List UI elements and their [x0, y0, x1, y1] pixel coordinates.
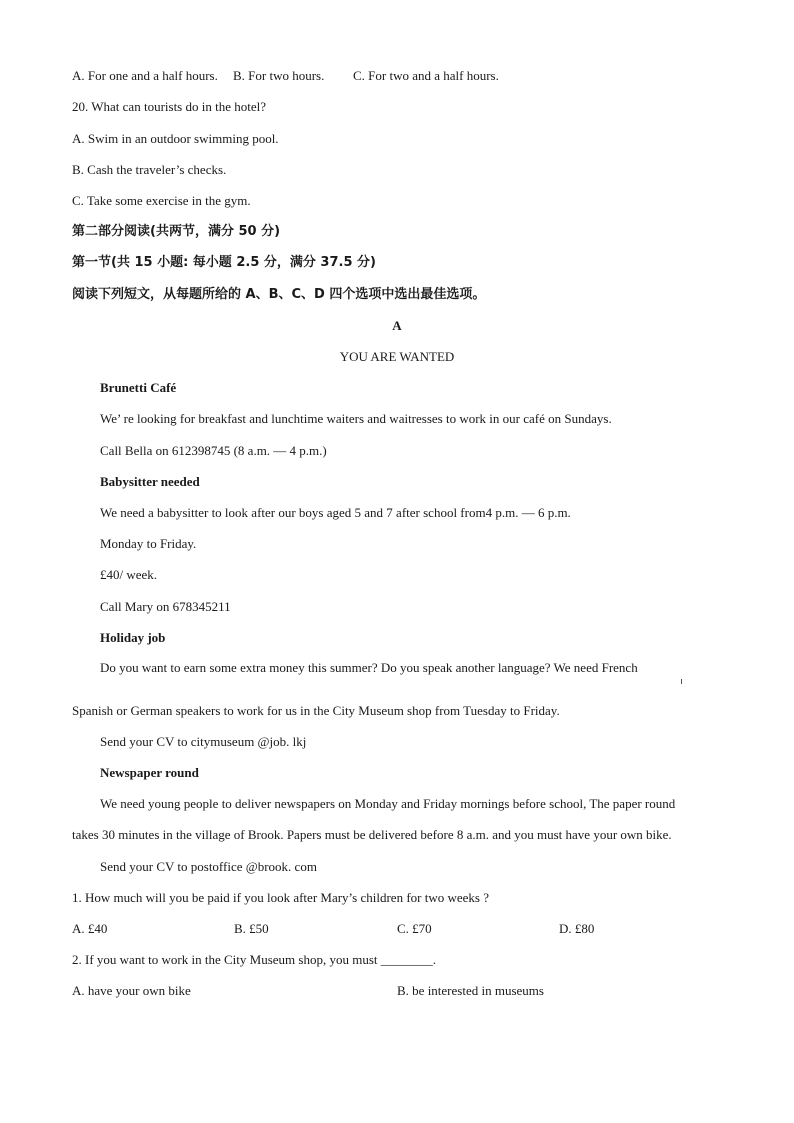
question-2: 2. If you want to work in the City Museum shop, you must ________. [72, 952, 436, 967]
ad-text: Spanish or German speakers to work for us in the City Museum shop from Tuesday to Friday. [72, 703, 560, 718]
q2-option-b: B. be interested in museums [397, 983, 544, 998]
passage-title: YOU ARE WANTED [339, 349, 455, 364]
q1-option-b: B. £50 [234, 921, 269, 936]
ad-text: Send your CV to citymuseum @job. lkj [100, 734, 307, 749]
ad-heading-holiday: Holiday job [100, 630, 166, 645]
ad-text: Call Bella on 612398745 (8 a.m. — 4 p.m.) [100, 443, 327, 458]
passage-letter: A [392, 318, 402, 333]
ad-text: We’ re looking for breakfast and lunchtime waiters and waitresses to work in our café on Sundays. [100, 411, 612, 426]
ad-text: Call Mary on 678345211 [100, 599, 231, 614]
section-sub1-heading: 第一节(共 15 小题: 每小题 2.5 分，满分 37.5 分) [72, 255, 376, 270]
section-part2-heading: 第二部分阅读(共两节，满分 50 分) [72, 224, 281, 239]
ad-text: Do you want to earn some extra money this summer? Do you speak another language? We need French [100, 660, 638, 675]
ad-text: takes 30 minutes in the village of Brook. Papers must be delivered before 8 a.m. and you must have your own bike. [72, 827, 672, 842]
option-c-top: C. For two and a half hours. [353, 68, 499, 83]
q20-option-b: B. Cash the traveler’s checks. [72, 162, 227, 177]
ad-text: £40/ week. [100, 567, 158, 582]
section-instruction: 阅读下列短文，从每题所给的 A、B、C、D 四个选项中选出最佳选项。 [72, 287, 486, 302]
option-a-top: A. For one and a half hours. [72, 68, 218, 83]
question-20: 20. What can tourists do in the hotel? [72, 99, 266, 114]
question-1: 1. How much will you be paid if you look after Mary’s children for two weeks ? [72, 890, 489, 905]
ad-text: We need young people to deliver newspapers on Monday and Friday mornings before school, The paper round [100, 796, 676, 811]
q1-option-c: C. £70 [397, 921, 432, 936]
q1-option-d: D. £80 [559, 921, 595, 936]
ad-heading-babysitter: Babysitter needed [100, 474, 200, 489]
option-b-top: B. For two hours. [233, 68, 325, 83]
q20-option-a: A. Swim in an outdoor swimming pool. [72, 131, 279, 146]
ad-heading-newspaper: Newspaper round [100, 765, 199, 780]
ad-text: Monday to Friday. [100, 536, 197, 551]
q1-option-a: A. £40 [72, 921, 108, 936]
stray-mark [681, 679, 682, 684]
ad-text: Send your CV to postoffice @brook. com [100, 859, 317, 874]
q20-option-c: C. Take some exercise in the gym. [72, 193, 251, 208]
ad-text: We need a babysitter to look after our boys aged 5 and 7 after school from4 p.m. — 6 p.m. [100, 505, 571, 520]
q2-option-a: A. have your own bike [72, 983, 191, 998]
ad-heading-brunetti: Brunetti Café [100, 380, 177, 395]
